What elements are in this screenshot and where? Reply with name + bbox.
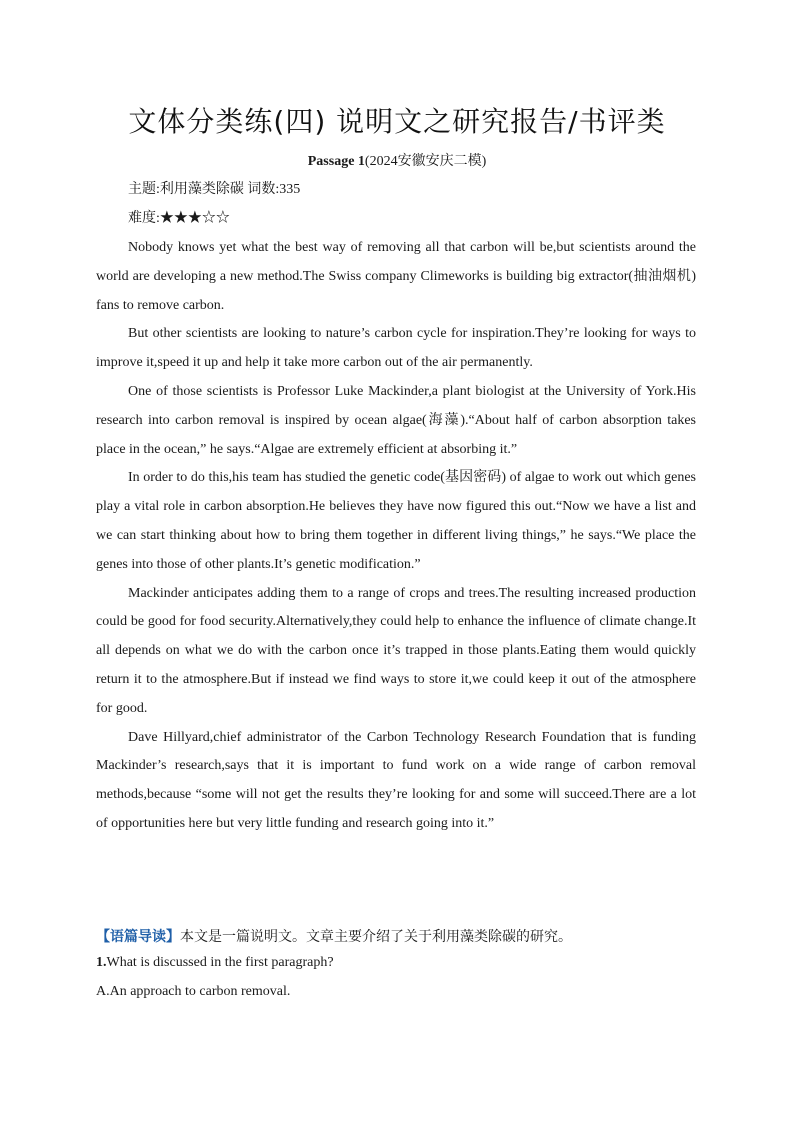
passage-body [96,234,696,839]
passage-label: Passage 1 [307,154,365,169]
paragraph-5: Mackinder anticipates adding them to a range of crops and trees.The resulting increased production could be good for food security.Alternatively,they could help to enhance the influence of climate change.It all depends on what we do with the carbon once it’s trapped in those plants.Eating them would quickly return it to the atmosphere.But if instead we find ways to store it,we could keep it out of the atmosphere for good. [96,585,696,716]
question-1 [96,955,334,971]
passage-heading [0,150,794,170]
paragraph-4: In order to do this,his team has studied the genetic code(基因密码) of algae to work out which genes play a vital role in carbon absorption.He believes they have now figured this out.“Now we have a list and we can start thinking about how to bring them together in different living things,” he says.“We place the genes into those of other plants.It’s genetic modification.” [96,470,696,572]
question-text: What is discussed in the first paragraph? [106,955,334,970]
passage-source: (2024安徽安庆二模) [364,154,487,169]
paragraph-6: Dave Hillyard,chief administrator of the Carbon Technology Research Foundation that is funding Mackinder’s research,says that it is important to fund work on a wide range of carbon removal methods,because “some will not get the results they’re looking for and some will succeed.There are a lot of opportunities here but very little funding and research going into it.” [96,729,696,831]
paragraph-1: Nobody knows yet what the best way of removing all that carbon will be,but scientists around the world are developing a new method.The Swiss company Climeworks is building big extractor(抽油烟机) fans to remove carbon. [96,240,696,313]
difficulty-line: 难度:★★★☆☆ [128,211,230,226]
option-a: A.An approach to carbon removal. [96,984,291,999]
topic-line: 主题:利用藻类除碳 词数:335 [128,182,301,197]
page-title: 文体分类练(四) 说明文之研究报告/书评类 [128,105,666,138]
reading-guide [96,926,572,946]
paragraph-2: But other scientists are looking to nature’s carbon cycle for inspiration.They’re looking for ways to improve it,speed it up and help it take more carbon out of the air permanently. [96,326,696,371]
question-number: 1. [96,955,107,970]
reading-guide-tag: 【语篇导读】 [96,930,180,945]
paragraph-3: One of those scientists is Professor Luke Mackinder,a plant biologist at the University of York.His research into carbon removal is inspired by ocean algae(海藻).“About half of carbon absorption takes place in the ocean,” he says.“Algae are extremely efficient at absorbing it.” [96,383,696,457]
reading-guide-text: 本文是一篇说明文。文章主要介绍了关于利用藻类除碳的研究。 [180,930,572,945]
